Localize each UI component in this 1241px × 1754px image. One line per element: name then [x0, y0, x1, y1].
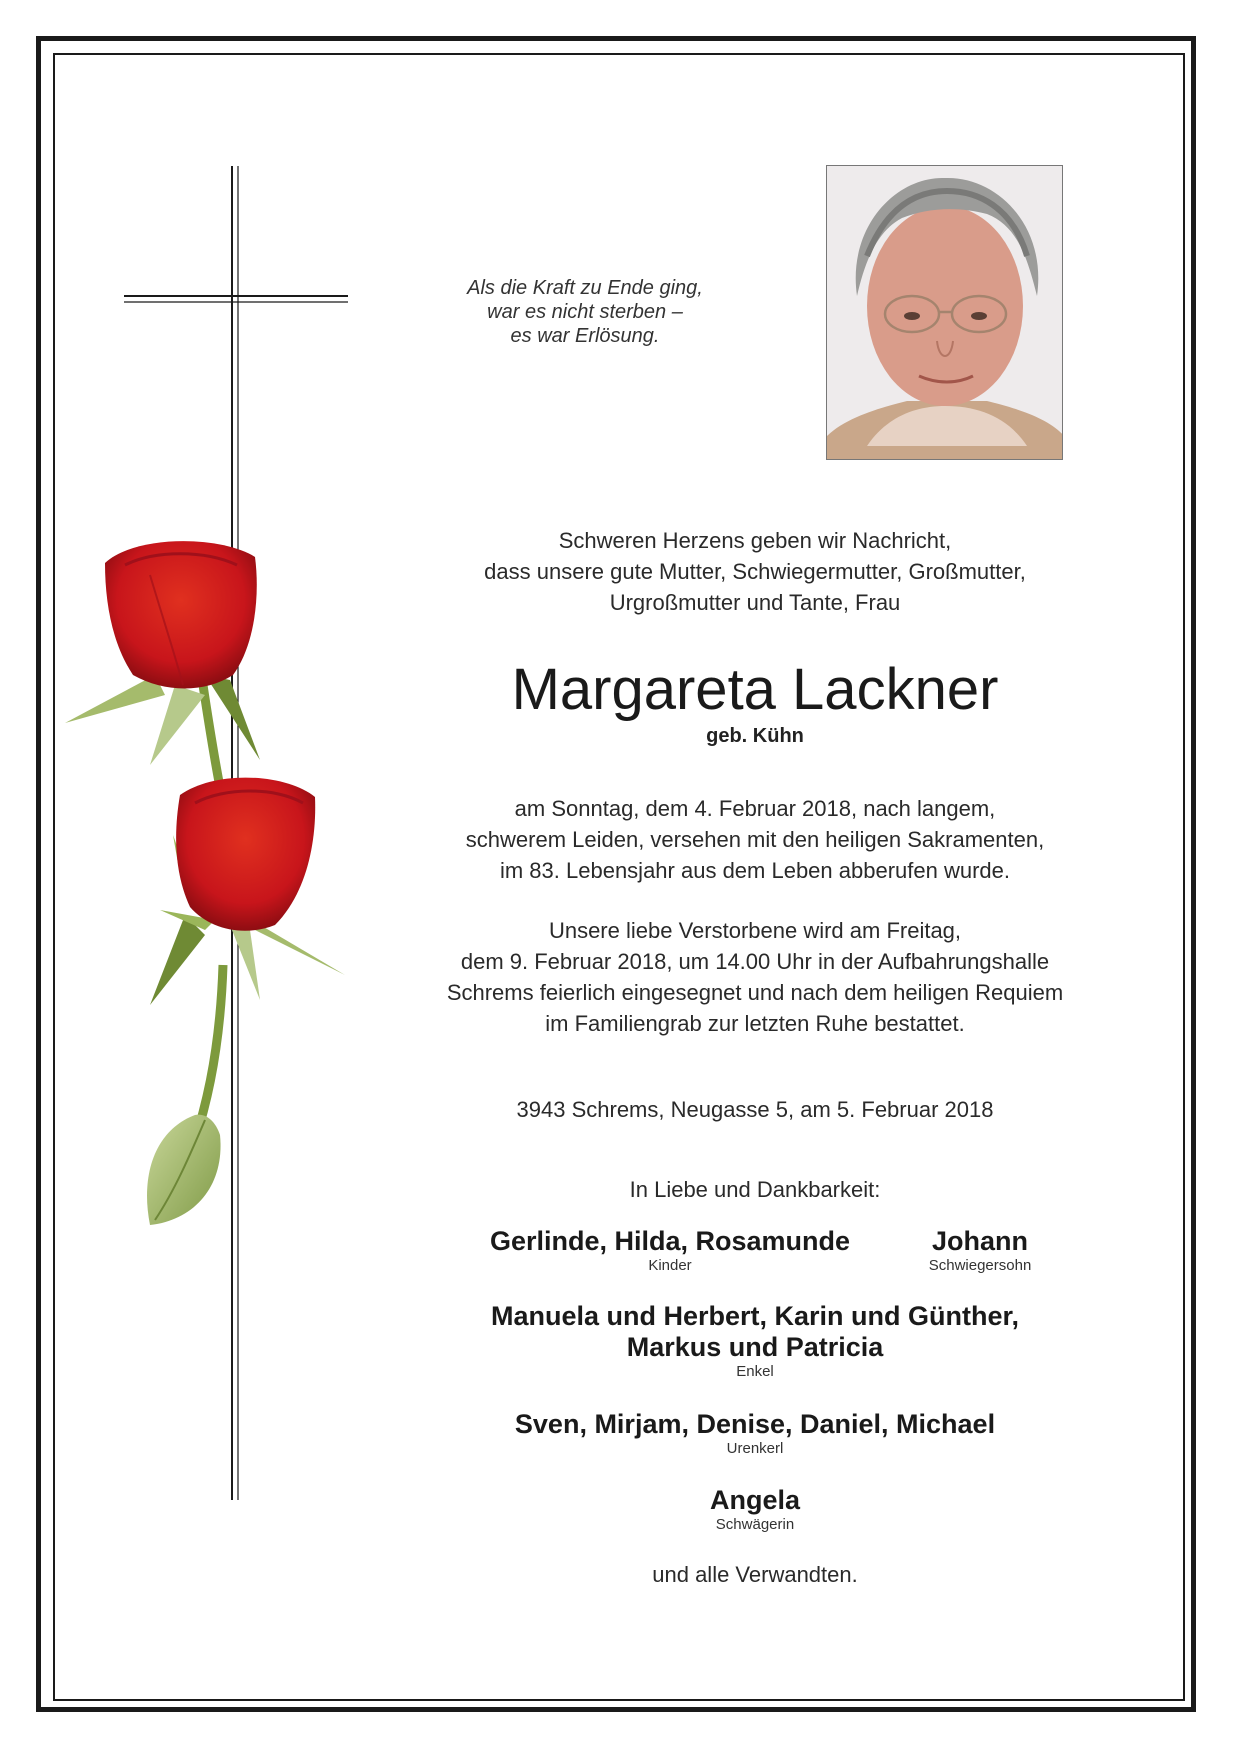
death-line: schwerem Leiden, versehen mit den heiligen Sakramenten, — [465, 827, 1045, 852]
motto-verse — [400, 276, 770, 348]
great-grandchildren-names: Sven, Mirjam, Denise, Daniel, Michael — [514, 1409, 996, 1439]
intro-line: Schweren Herzens geben wir Nachricht, — [558, 528, 952, 553]
mourner-children — [450, 1226, 890, 1275]
mourner-sister-in-law — [430, 1485, 1080, 1534]
place-date: 3943 Schrems, Neugasse 5, am 5. Februar 2018 — [516, 1097, 994, 1122]
portrait-photo — [826, 165, 1063, 460]
grandchildren-names: Manuela und Herbert, Karin und Günther, — [490, 1301, 1020, 1331]
mourner-great-grandchildren — [430, 1409, 1080, 1458]
red-roses-illustration — [55, 535, 395, 1265]
funeral-details — [430, 915, 1080, 1039]
closing-text: und alle Verwandten. — [652, 1562, 858, 1587]
intro-line: dass unsere gute Mutter, Schwiegermutter, Großmutter, — [484, 559, 1026, 584]
funeral-line: dem 9. Februar 2018, um 14.00 Uhr in der Aufbahrungshalle — [460, 949, 1050, 974]
sister-in-law-name: Angela — [709, 1485, 801, 1515]
grandchildren-relation: Enkel — [736, 1363, 774, 1380]
funeral-line: Unsere liebe Verstorbene wird am Freitag, — [548, 918, 962, 943]
funeral-line: im Familiengrab zur letzten Ruhe bestattet. — [545, 1011, 965, 1036]
closing-block — [430, 1559, 1080, 1590]
funeral-line: Schrems feierlich eingesegnet und nach dem heiligen Requiem — [446, 980, 1064, 1005]
children-names: Gerlinde, Hilda, Rosamunde — [489, 1226, 851, 1256]
son-in-law-name: Johann — [931, 1226, 1028, 1256]
children-relation: Kinder — [648, 1257, 692, 1274]
maiden-name: geb. Kühn — [706, 725, 804, 747]
death-line: am Sonntag, dem 4. Februar 2018, nach langem, — [514, 796, 996, 821]
death-notice — [430, 793, 1080, 886]
portrait-photo-icon — [827, 166, 1063, 460]
motto-line: Als die Kraft zu Ende ging, — [467, 277, 703, 299]
death-line: im 83. Lebensjahr aus dem Leben abberufen wurde. — [499, 858, 1010, 883]
announcement-intro — [430, 525, 1080, 618]
great-grandchildren-relation: Urenkerl — [726, 1440, 784, 1457]
deceased-name: Margareta Lackner — [511, 657, 999, 722]
sister-in-law-relation: Schwägerin — [715, 1516, 795, 1533]
mourner-grandchildren — [430, 1301, 1080, 1381]
place-date-block — [430, 1094, 1080, 1125]
gratitude-block — [430, 1174, 1080, 1205]
motto-line: war es nicht sterben – — [487, 301, 683, 323]
motto-line: es war Erlösung. — [510, 325, 660, 347]
intro-line: Urgroßmutter und Tante, Frau — [609, 590, 901, 615]
deceased-block — [430, 657, 1080, 749]
grandchildren-names: Markus und Patricia — [626, 1332, 884, 1362]
son-in-law-relation: Schwiegersohn — [928, 1257, 1032, 1274]
mourner-son-in-law — [890, 1226, 1070, 1275]
gratitude-text: In Liebe und Dankbarkeit: — [629, 1177, 881, 1202]
